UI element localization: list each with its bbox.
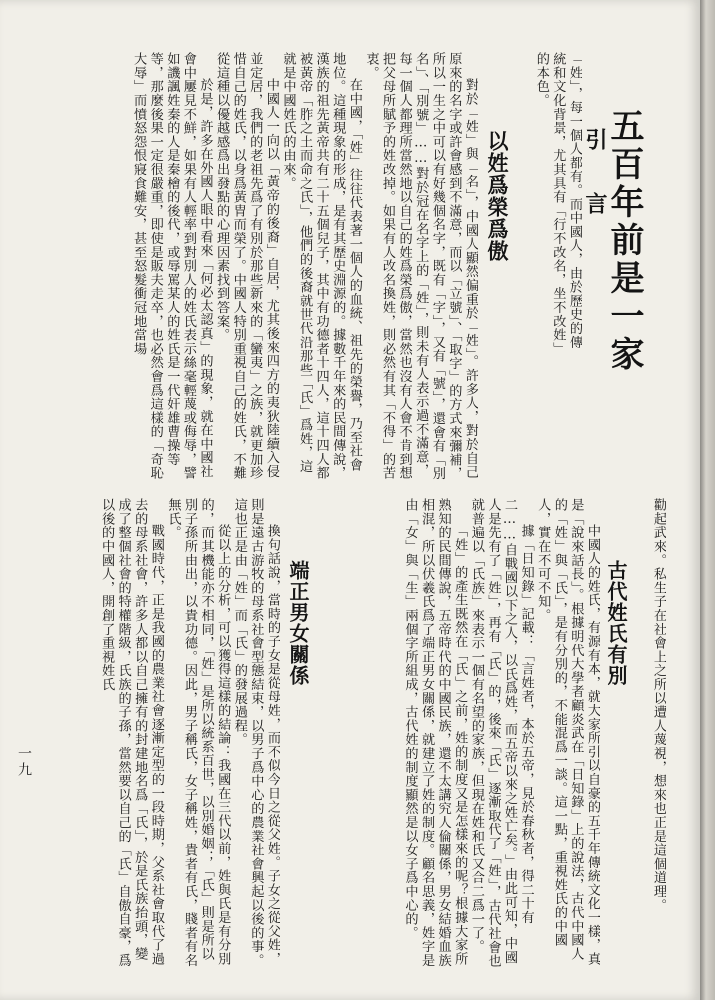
- paragraph: 於是，許多在外國人眼中看來「何必太認真」的現象，就在中國社會中屢見不鮮，如果有人輕率到對別人的姓氏表示絲毫輕蔑或侮辱，譬如譏諷姓秦的人是秦檜的後代，或辱罵某人的姓氏是一代奸雄曹操等等，那麼後果一定很嚴重，即使是販夫走卒，也必然會爲這樣的「奇恥大辱」而憤怒怨恨寢食難安，甚至怒髮衝冠地當場: [131, 52, 213, 480]
- section-heading-ancient-surnames: 古代姓氏有別: [604, 560, 628, 686]
- paragraph: 中國人一向以「黃帝的後裔」自居，尤其後來四方的夷狄陸續入侵並定居，我們的老祖先爲了有別於那些新來的「蠻夷」之族，就更加珍惜自己的姓氏，以身爲黃胄而榮了。中國人特別重視自己的姓氏，不難從這種以優越感爲出發點的心理因素找到答案。: [214, 52, 279, 480]
- continuation-text: [632, 498, 666, 968]
- paragraph: 據「日知錄」記載：「言姓者，本於五帝，見於春秋者，得二十有二……自戰國以下之人，以氏爲姓，而五帝以來之姓亡矣。」由此可知，中國人是先有了「姓」，再有「氏」的，後來「氏」逐漸取代了「姓」，古代社會也就普遍以「氏族」來表示一個有名望的家族，但現在姓和氏又合二爲一了。: [468, 498, 534, 968]
- paragraph: 對於「姓」與「名」，中國人顯然偏重於「姓」。許多人，對於自己原來的名字或許會感到不滿意，而以「立號」、「取字」的方式來彌補，所以一生之中可以有好幾個名字，既有「字」，又有「號」，還會有「別名」、「別號」……對於冠在名字上的「姓」，則未有人表示過不滿意，每一個人都理所當然地以自己的姓爲榮爲傲，當然也沒有人會不肯到想把父母所賦予的姓改掉。如果有人改名換姓，則必然有其「不得」的苦衷。: [363, 52, 478, 481]
- paragraph: 戰國時代，正是我國的農業社會逐漸定型的一段時期，父系社會取代了過去的母系社會，許多人都以自己擁有的封建地名爲「氏」，於是氏族抬頭，變成了整個社會的特權階級，氏族的子孫，當然要以自己的「氏」自傲自豪，爲以後的中國人，開創了重視姓氏: [99, 498, 164, 968]
- intro-paragraph: 「姓」，每一個人都有。而中國人，由於歷史的傳統和文化背景，尤其具有「行不改名，坐不改姓」的本色。: [533, 52, 582, 356]
- page-edge: [700, 0, 715, 1000]
- article-title: 五百年前是一家: [604, 108, 644, 374]
- intro-text: [520, 52, 582, 357]
- section-body-ancient-surnames: [318, 498, 600, 968]
- paragraph: 換句話說，當時的子女是從母姓，而不似今日之從父姓。子女之從父姓，則是遠古游牧的母系社會型態結束，以男子爲中心的農業社會興起以後的事。這也正是由「姓」而「氏」的發展過程。: [231, 498, 280, 968]
- paragraph: 中國人的姓氏，有源有本，就大家所引以自豪的五千年傳統文化一樣，真是「說來話長」。根據明代大學者顧炎武在「日知錄」上的說法，古代中國人的「姓」與「氏」，是有分別的，不能混爲一談。這一點，重視姓氏的中國人，實在不可不知。: [535, 498, 600, 966]
- page-number: 一九: [16, 746, 32, 778]
- paragraph: 「姓」的產生既然在「氏」之前，姓的制度又是怎樣來的呢？根據大家所熟知的民間傳說，五帝時代的中國民族，還不太講究人倫關係，男女結婚血族相混，所以伏羲氏爲了端正男女關係，就建立了姓的制度。顧名思義，姓字是由「女」與「生」兩個字所組成，古代姓的制度顯然是以女子爲中心的。: [402, 498, 468, 968]
- section-body-gender-relations: [58, 498, 280, 968]
- section-heading-gender-relations: 端正男女關係: [286, 560, 310, 686]
- section-body-pride: [58, 52, 478, 484]
- paragraph: 勸起武來。私生子在社會上之所以遭人蔑視，想來也正是這個道理。: [651, 498, 666, 912]
- paragraph: 從以上的分析，可以獲得這樣的結論：我國在三代以前，姓與氏是有分別的，而其機能亦不相同，「姓」是所以統系百世，以別婚姻；「氏」則是所以別子孫所由出，以貴功德。因此，男子稱氏，女子稱姓，貴者有氏，賤者有名無氏。: [165, 498, 231, 968]
- paragraph: 在中國，「姓」往往代表著一個人的血統、祖先的榮譽，乃至社會地位。這種現象的形成，是有其歷史淵源的。據數千年來的民間傳說，漢族的祖先黃帝共有二十五個兒子，其中有功德者十四人，這十四人都被黃帝「胙之土而命之氏」，他們的後裔就世代沿那些「氏」爲姓，這就是中國姓氏的由來。: [280, 52, 362, 480]
- section-heading-pride: 以姓爲榮爲傲: [485, 130, 510, 262]
- intro-heading: 引 言: [582, 128, 608, 224]
